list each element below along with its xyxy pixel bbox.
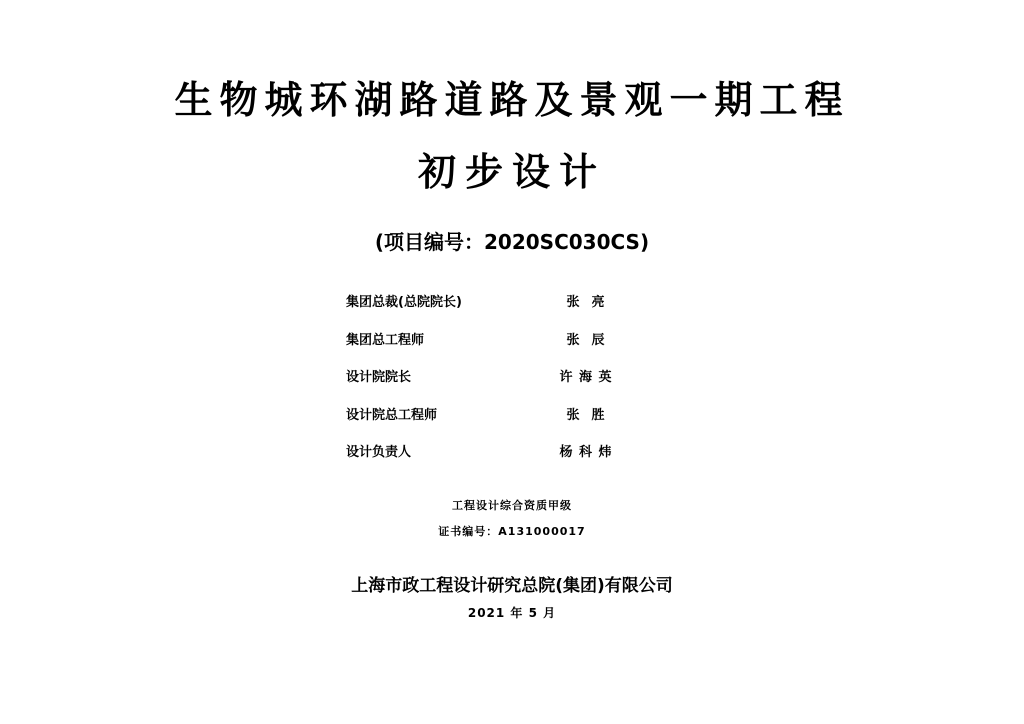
signature-table: [346, 290, 646, 478]
certificate-number: 证书编号：A131000017: [438, 525, 586, 538]
signature-role: 集团总裁(总院院长): [346, 295, 462, 310]
document-subtitle: 初步设计: [417, 150, 606, 194]
signature-role: 设计院总工程师: [346, 407, 438, 423]
qualification-text: 工程设计综合资质甲级: [452, 499, 572, 512]
signature-name: 张 胜: [566, 407, 606, 423]
signature-name: 张 亮: [566, 295, 606, 310]
signature-name: 张 辰: [566, 332, 606, 348]
document-title: 生物城环湖路道路及景观一期工程: [174, 78, 850, 122]
signature-row: [346, 328, 646, 366]
signature-row: [346, 403, 646, 441]
signature-role: 设计负责人: [346, 445, 412, 460]
signature-role: 集团总工程师: [346, 332, 425, 348]
signature-row: [346, 440, 646, 478]
signature-name: 许 海 英: [559, 370, 613, 385]
signature-name: 杨 科 炜: [559, 445, 613, 460]
signature-role: 设计院院长: [346, 370, 412, 385]
organization-name: 上海市政工程设计研究总院(集团)有限公司: [351, 576, 673, 596]
project-number: (项目编号：2020SC030CS): [374, 230, 650, 254]
signature-row: [346, 290, 646, 328]
signature-row: [346, 365, 646, 403]
document-date: 2021 年 5 月: [467, 606, 557, 620]
